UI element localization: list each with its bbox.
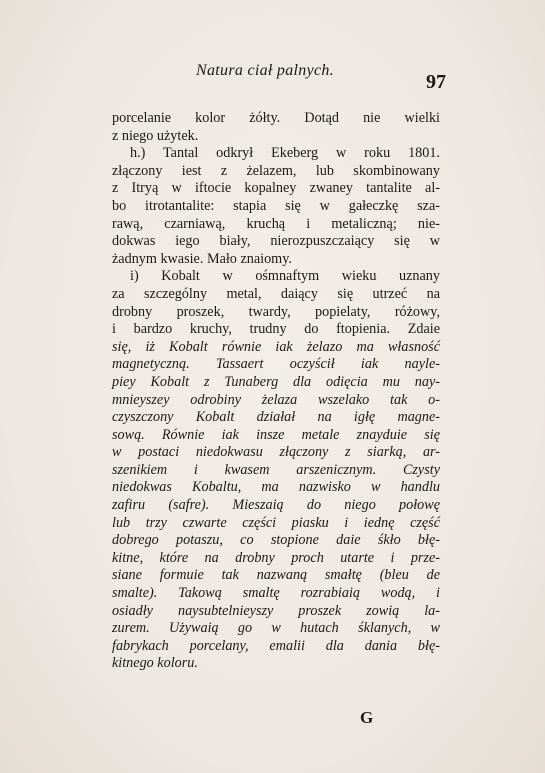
text-line: fabrykach porcelany, emalii dla dania błę-: [112, 637, 440, 654]
text-line: lub trzy czwarte części piasku i iednę część: [112, 514, 440, 531]
text-line: w postaci niedokwasu złączony z siarką, ar-: [112, 444, 440, 461]
text-line: rawą, czarniawą, kruchą i metaliczną; nie-: [112, 215, 440, 232]
text-line: h.) Tantal odkrył Ekeberg w roku 1801.: [130, 145, 440, 162]
page-number: 97: [426, 71, 446, 93]
signature-mark: G: [360, 708, 374, 727]
text-line: magnetyczną. Tassaert oczyścił iak nayle-: [112, 356, 440, 373]
text-line: się, iż Kobalt równie iak żelazo ma własność: [112, 338, 440, 355]
text-line: dokwas iego biały, nierozpuszczaiący się w: [112, 233, 440, 250]
text-line: kitnego koloru.: [112, 655, 198, 672]
text-line: i) Kobalt w ośmnaftym wieku uznany: [130, 268, 440, 285]
text-line: złączony iest z żelazem, lub skombinowany: [112, 162, 440, 179]
text-line: żadnym kwasie. Mało znaiomy.: [112, 250, 292, 267]
text-line: z Itryą w iftocie kopalney zwaney tantalite al-: [112, 180, 440, 197]
text-line: i bardzo kruchy, trudny do ftopienia. Zdaie: [112, 321, 440, 338]
text-line: szenikiem i kwasem arszenicznym. Czysty: [112, 461, 440, 478]
text-line: czyszczony Kobalt działał na igłę magne-: [112, 409, 440, 426]
text-line: porcelanie kolor żółty. Dotąd nie wielki: [112, 110, 440, 126]
text-line: za szczególny metal, daiący się utrzeć na: [112, 285, 440, 302]
text-line: kitne, które na drobny proch utarte i prze-: [112, 549, 440, 566]
body-text: [112, 110, 440, 673]
text-line: piey Kobalt z Tunaberg dla odięcia mu nay-: [112, 373, 440, 390]
text-line: niedokwas Kobaltu, ma nazwisko w handlu: [112, 479, 440, 496]
text-line: z niego użytek.: [112, 127, 199, 144]
text-line: bo itrotantalite: stapia się w gałeczkę sza-: [112, 197, 440, 214]
text-line: drobny proszek, twardy, popielaty, różowy,: [112, 303, 440, 320]
text-line: dobrego potaszu, co stopione daie śkło błę-: [112, 532, 440, 549]
text-line: mnieyszey odrobiny żelaza wszelako tak o-: [112, 391, 440, 408]
text-line: sową. Równie iak insze metale znayduie się: [112, 426, 440, 443]
text-line: zurem. Używaią go w hutach śklanych, w: [112, 620, 440, 637]
text-line: zafiru (safre). Mieszaią do niego połowę: [112, 497, 440, 514]
text-line: siane formuie tak nazwaną smałtę (bleu de: [112, 567, 440, 584]
text-line: osiadły naysubtelnieyszy proszek zowią la-: [112, 602, 440, 619]
running-title: Natura ciał palnych.: [196, 62, 334, 79]
text-line: smalte). Takową smaltę rozrabiaią wodą, i: [112, 585, 440, 602]
